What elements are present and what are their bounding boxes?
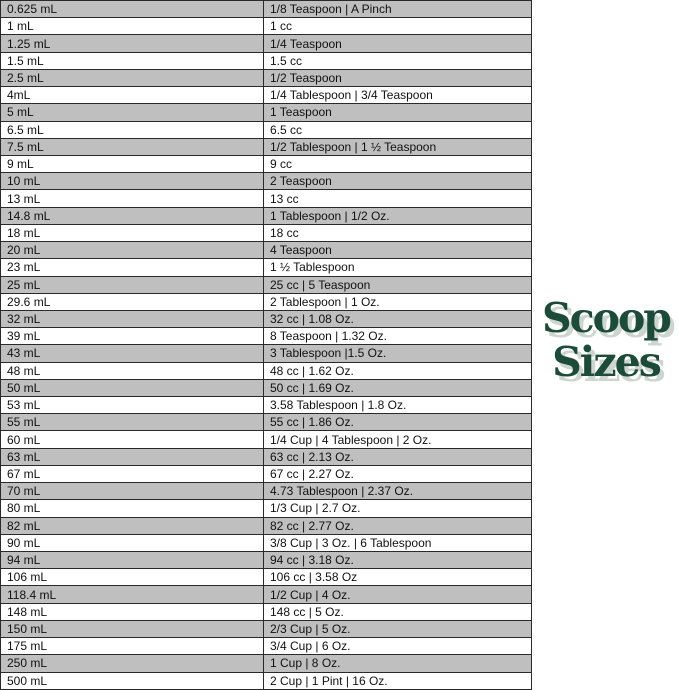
ml-value-cell: 175 mL (1, 638, 264, 655)
table-row (1, 345, 532, 362)
conversion-value-cell: 18 cc (264, 224, 532, 241)
table-row (1, 104, 532, 121)
ml-value-cell: 1.5 mL (1, 52, 264, 69)
ml-value-cell: 500 mL (1, 672, 264, 689)
conversion-value-cell: 2 Teaspoon (264, 173, 532, 190)
ml-value-cell: 23 mL (1, 259, 264, 276)
conversion-value-cell: 1 ½ Tablespoon (264, 259, 532, 276)
conversion-value-cell: 1/4 Cup | 4 Tablespoon | 2 Oz. (264, 431, 532, 448)
table-row (1, 18, 532, 35)
ml-value-cell: 25 mL (1, 276, 264, 293)
conversion-value-cell: 3.58 Tablespoon | 1.8 Oz. (264, 397, 532, 414)
ml-value-cell: 2.5 mL (1, 69, 264, 86)
table-row (1, 328, 532, 345)
table-row (1, 1, 532, 18)
conversion-value-cell: 1/3 Cup | 2.7 Oz. (264, 500, 532, 517)
ml-value-cell: 20 mL (1, 242, 264, 259)
ml-value-cell: 80 mL (1, 500, 264, 517)
table-row (1, 190, 532, 207)
ml-value-cell: 4mL (1, 87, 264, 104)
table-row (1, 465, 532, 482)
ml-value-cell: 39 mL (1, 328, 264, 345)
conversion-value-cell: 1/2 Cup | 4 Oz. (264, 586, 532, 603)
conversion-value-cell: 4 Teaspoon (264, 242, 532, 259)
ml-value-cell: 10 mL (1, 173, 264, 190)
ml-value-cell: 94 mL (1, 552, 264, 569)
conversion-value-cell: 3 Tablespoon |1.5 Oz. (264, 345, 532, 362)
ml-value-cell: 7.5 mL (1, 138, 264, 155)
conversion-value-cell: 1 Tablespoon | 1/2 Oz. (264, 207, 532, 224)
conversion-value-cell: 1/4 Teaspoon (264, 35, 532, 52)
ml-value-cell: 148 mL (1, 603, 264, 620)
ml-value-cell: 18 mL (1, 224, 264, 241)
table-row (1, 448, 532, 465)
scoop-sizes-logo (533, 296, 679, 384)
conversion-value-cell: 55 cc | 1.86 Oz. (264, 414, 532, 431)
table-row (1, 293, 532, 310)
ml-value-cell: 1.25 mL (1, 35, 264, 52)
conversion-value-cell: 1/2 Teaspoon (264, 69, 532, 86)
conversion-value-cell: 9 cc (264, 155, 532, 172)
conversion-table-body (1, 1, 532, 690)
table-row (1, 431, 532, 448)
conversion-value-cell: 1/4 Tablespoon | 3/4 Teaspoon (264, 87, 532, 104)
table-row (1, 259, 532, 276)
conversion-value-cell: 6.5 cc (264, 121, 532, 138)
ml-value-cell: 150 mL (1, 620, 264, 637)
table-row (1, 517, 532, 534)
ml-value-cell: 55 mL (1, 414, 264, 431)
conversion-value-cell: 1 Cup | 8 Oz. (264, 655, 532, 672)
ml-value-cell: 82 mL (1, 517, 264, 534)
table-row (1, 483, 532, 500)
conversion-value-cell: 4.73 Tablespoon | 2.37 Oz. (264, 483, 532, 500)
ml-value-cell: 9 mL (1, 155, 264, 172)
conversion-value-cell: 48 cc | 1.62 Oz. (264, 362, 532, 379)
conversion-value-cell: 25 cc | 5 Teaspoon (264, 276, 532, 293)
table-row (1, 379, 532, 396)
table-row (1, 155, 532, 172)
table-row (1, 552, 532, 569)
ml-value-cell: 1 mL (1, 18, 264, 35)
conversion-value-cell: 2 Cup | 1 Pint | 16 Oz. (264, 672, 532, 689)
table-row (1, 35, 532, 52)
logo-line-2: Sizes (552, 338, 660, 386)
conversion-value-cell: 1/2 Tablespoon | 1 ½ Teaspoon (264, 138, 532, 155)
conversion-value-cell: 1 cc (264, 18, 532, 35)
conversion-value-cell: 1/8 Teaspoon | A Pinch (264, 1, 532, 18)
ml-value-cell: 32 mL (1, 310, 264, 327)
table-row (1, 397, 532, 414)
conversion-value-cell: 82 cc | 2.77 Oz. (264, 517, 532, 534)
table-row (1, 52, 532, 69)
conversion-value-cell: 148 cc | 5 Oz. (264, 603, 532, 620)
ml-value-cell: 13 mL (1, 190, 264, 207)
conversion-value-cell: 32 cc | 1.08 Oz. (264, 310, 532, 327)
conversion-value-cell: 2 Tablespoon | 1 Oz. (264, 293, 532, 310)
conversion-value-cell: 3/4 Cup | 6 Oz. (264, 638, 532, 655)
table-row (1, 620, 532, 637)
ml-value-cell: 70 mL (1, 483, 264, 500)
table-row (1, 87, 532, 104)
ml-value-cell: 63 mL (1, 448, 264, 465)
table-row (1, 207, 532, 224)
table-row (1, 500, 532, 517)
ml-value-cell: 48 mL (1, 362, 264, 379)
ml-value-cell: 118.4 mL (1, 586, 264, 603)
table-row (1, 603, 532, 620)
table-row (1, 569, 532, 586)
table-row (1, 138, 532, 155)
conversion-value-cell: 2/3 Cup | 5 Oz. (264, 620, 532, 637)
table-row (1, 672, 532, 689)
conversion-value-cell: 1.5 cc (264, 52, 532, 69)
table-row (1, 310, 532, 327)
table-row (1, 69, 532, 86)
conversion-value-cell: 8 Teaspoon | 1.32 Oz. (264, 328, 532, 345)
ml-value-cell: 106 mL (1, 569, 264, 586)
ml-value-cell: 29.6 mL (1, 293, 264, 310)
ml-value-cell: 5 mL (1, 104, 264, 121)
table-row (1, 534, 532, 551)
ml-value-cell: 6.5 mL (1, 121, 264, 138)
ml-value-cell: 50 mL (1, 379, 264, 396)
conversion-value-cell: 1 Teaspoon (264, 104, 532, 121)
conversion-value-cell: 94 cc | 3.18 Oz. (264, 552, 532, 569)
table-row (1, 242, 532, 259)
table-row (1, 655, 532, 672)
ml-value-cell: 43 mL (1, 345, 264, 362)
ml-value-cell: 67 mL (1, 465, 264, 482)
table-row (1, 276, 532, 293)
table-row (1, 414, 532, 431)
table-row (1, 121, 532, 138)
conversion-value-cell: 106 cc | 3.58 Oz (264, 569, 532, 586)
conversion-value-cell: 50 cc | 1.69 Oz. (264, 379, 532, 396)
conversion-value-cell: 13 cc (264, 190, 532, 207)
table-row (1, 362, 532, 379)
conversion-value-cell: 67 cc | 2.27 Oz. (264, 465, 532, 482)
table-row (1, 173, 532, 190)
ml-value-cell: 60 mL (1, 431, 264, 448)
conversion-value-cell: 63 cc | 2.13 Oz. (264, 448, 532, 465)
table-row (1, 224, 532, 241)
ml-value-cell: 53 mL (1, 397, 264, 414)
ml-value-cell: 90 mL (1, 534, 264, 551)
ml-value-cell: 14.8 mL (1, 207, 264, 224)
conversion-value-cell: 3/8 Cup | 3 Oz. | 6 Tablespoon (264, 534, 532, 551)
logo-line-1: Scoop (542, 294, 670, 342)
table-row (1, 638, 532, 655)
table-row (1, 586, 532, 603)
ml-value-cell: 0.625 mL (1, 1, 264, 18)
ml-value-cell: 250 mL (1, 655, 264, 672)
